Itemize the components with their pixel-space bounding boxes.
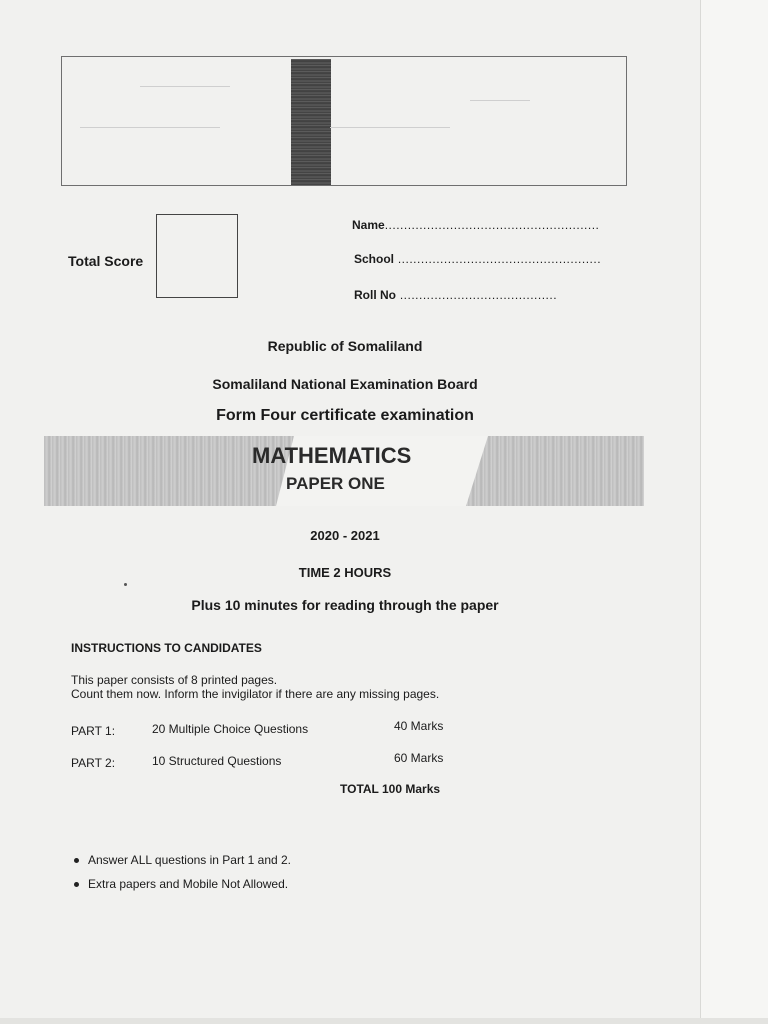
school-dots: ..................................................... [394,252,602,266]
part-2-description: 10 Structured Questions [152,754,282,768]
rule-text: Extra papers and Mobile Not Allowed. [88,877,289,891]
part-1-description: 20 Multiple Choice Questions [152,722,309,736]
school-field [354,252,601,266]
roll-no-dots: ......................................... [396,288,558,302]
bullet-dot [74,882,79,887]
subject-title: MATHEMATICS [252,443,412,468]
pages-count-line: This paper consists of 8 printed pages. [71,673,278,687]
roll-no-label: Roll No [354,288,396,302]
roll-no-field [354,288,557,302]
exam-title: Form Four certificate examination [216,407,474,424]
name-label: Name [352,218,385,232]
part-1-label: PART 1: [71,724,116,738]
page-right-edge [700,0,768,1024]
name-field [352,218,599,232]
exam-duration: TIME 2 HOURS [298,565,392,580]
scan-speck [124,583,127,586]
name-dots: ........................................................ [384,218,600,232]
republic-title: Republic of Somaliland [267,338,423,354]
part-1-marks: 40 Marks [394,719,444,733]
paper-title: PAPER ONE [286,474,385,493]
faint-mark [80,127,220,128]
page-bottom-edge [0,1018,768,1024]
count-pages-line: Count them now. Inform the invigilator if there are any missing pages. [71,687,440,701]
total-score-label: Total Score [68,253,144,269]
exam-year: 2020 - 2021 [310,528,380,543]
bullet-dot [74,858,79,863]
official-use-box [61,56,627,186]
faint-mark [330,127,450,128]
total-score-box [156,214,238,298]
rule-bullet [74,877,288,891]
faint-mark [140,86,230,87]
reading-time-note: Plus 10 minutes for reading through the paper [191,597,499,613]
examination-board-title: Somaliland National Examination Board [212,376,478,392]
rule-bullet [74,853,291,867]
school-label: School [354,252,395,266]
faint-mark [470,100,530,101]
part-2-label: PART 2: [71,756,116,770]
scanned-dark-strip [291,59,331,185]
instructions-heading: INSTRUCTIONS TO CANDIDATES [71,641,262,655]
total-marks: TOTAL 100 Marks [340,782,441,796]
part-2-marks: 60 Marks [394,751,444,765]
rule-text: Answer ALL questions in Part 1 and 2. [88,853,292,867]
